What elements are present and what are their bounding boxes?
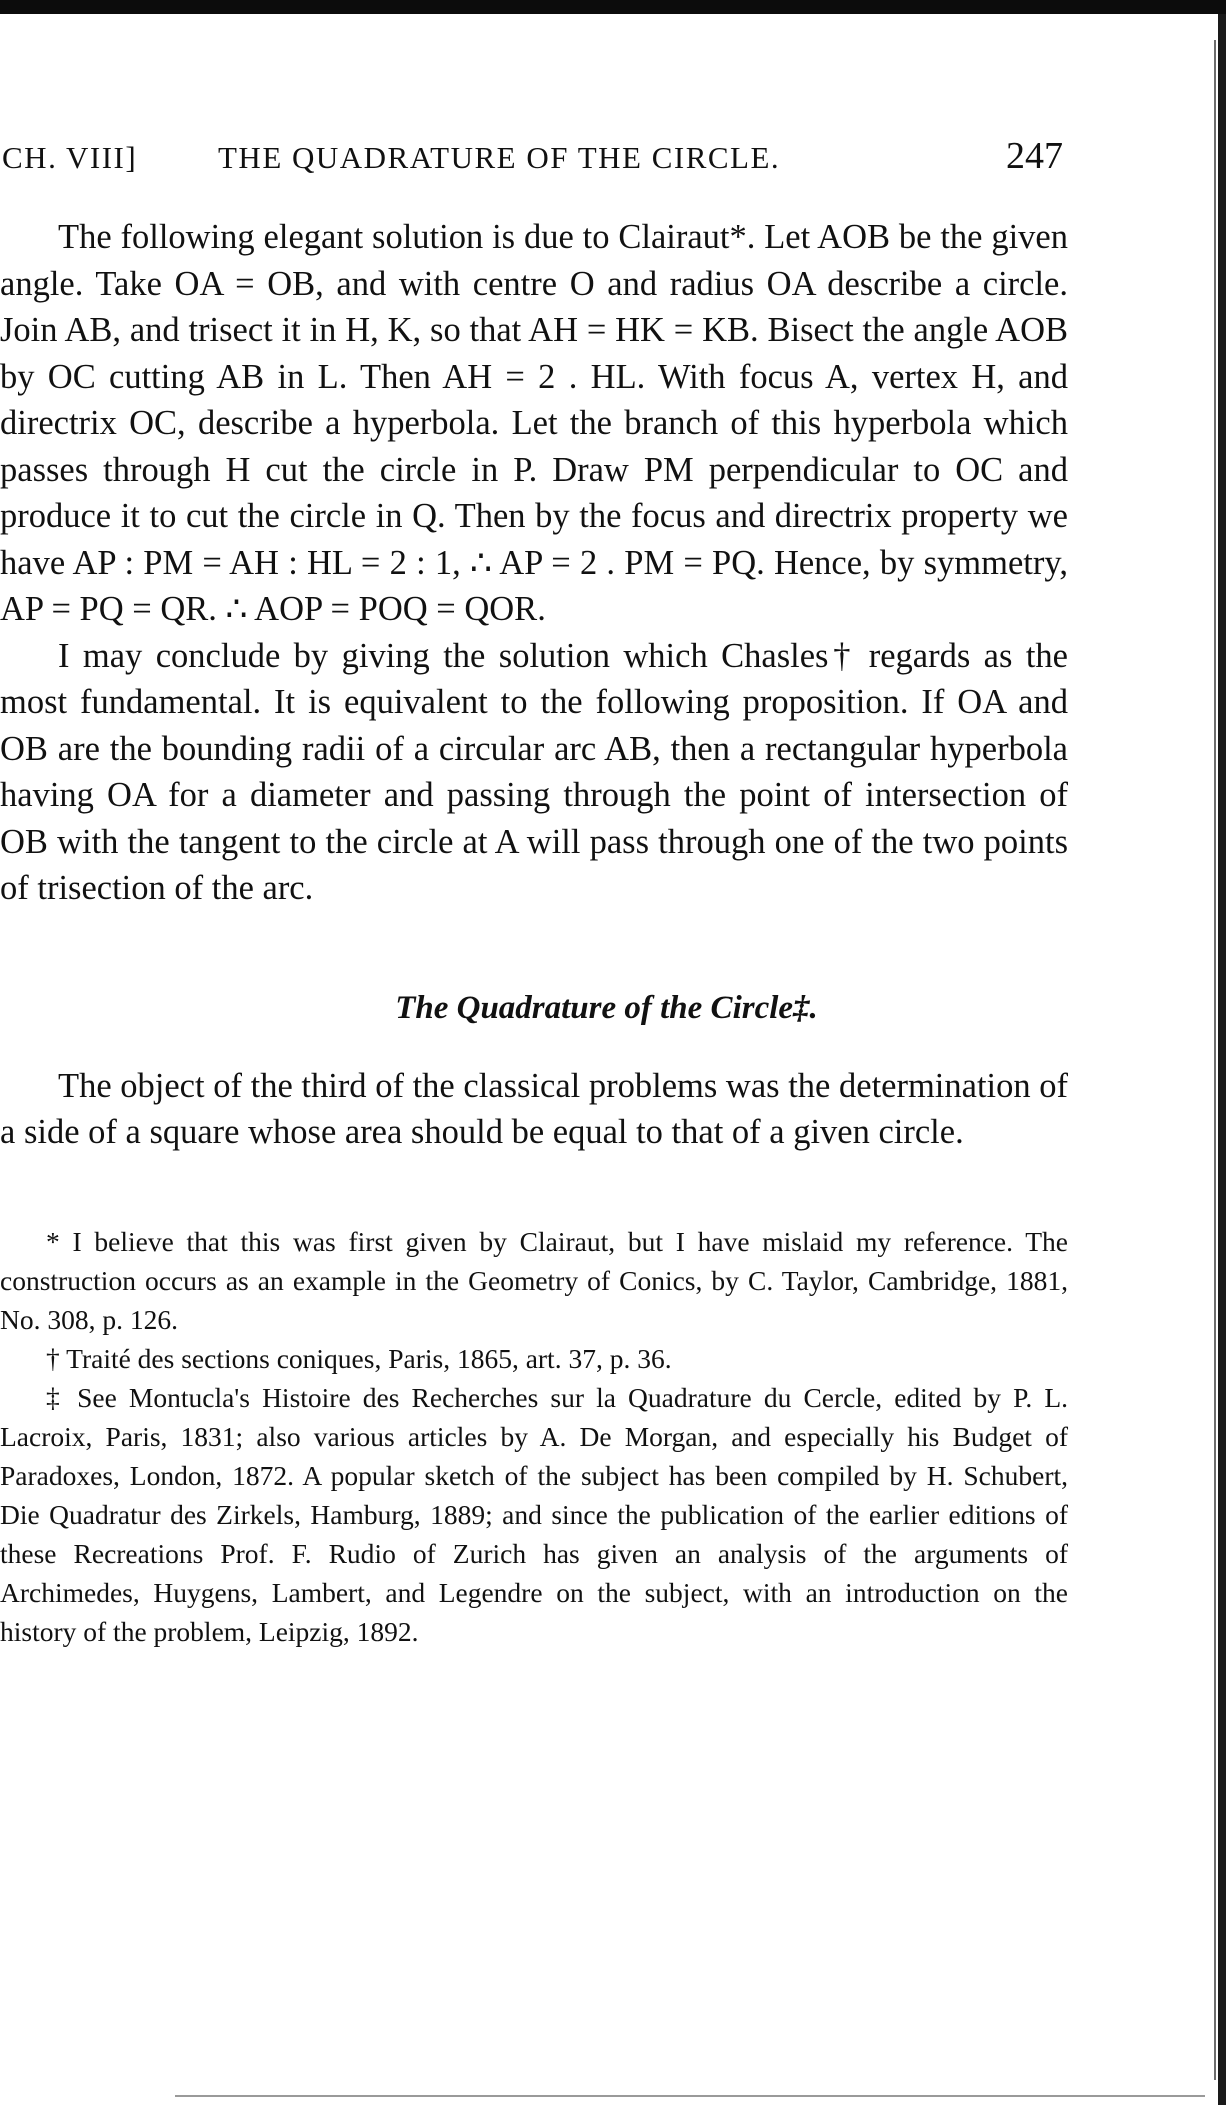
scan-right-shadow [1214, 40, 1216, 2080]
scan-bottom-edge [175, 2095, 1205, 2097]
scan-right-edge [1218, 14, 1226, 2105]
footnotes [0, 1222, 1068, 1651]
page-number: 247 [1006, 135, 1063, 177]
paragraph-quadrature-intro: The object of the third of the classical problems was the determination of a side of a square whose area should be equal to that of a given circle. [0, 1066, 1068, 1151]
running-title: THE QUADRATURE OF THE CIRCLE. [218, 140, 781, 175]
footnote-chasles: † Traité des sections coniques, Paris, 1865, art. 37, p. 36. [46, 1342, 672, 1374]
book-page [0, 135, 1068, 1651]
running-header [0, 135, 1068, 190]
paragraph-chasles-solution: I may conclude by giving the solution which Chasles† regards as the most fundamental. It is equivalent to the following proposition. If OA and OB are the bounding radii of a circular arc AB, then a rectangular hyperbola having OA for a diameter and passing through the point of intersection of OB with the tangent to the circle at A will pass through one of the two points of trisection of the arc. [0, 636, 1068, 907]
chapter-label: CH. VIII] [2, 140, 138, 175]
footnote-clairaut: * I believe that this was first given by Clairaut, but I have mislaid my reference. The construction occurs as an example in the Geometry of Conics, by C. Taylor, Cambridge, 1881, No. 308, p. 126. [0, 1225, 1068, 1335]
paragraph-clairaut-solution: The following elegant solution is due to Clairaut*. Let AOB be the given angle. Take OA = OB, and with centre O and radius OA describe a circle. Join AB, and trisect it in H, K, so that AH = HK = KB. Bisect the angle AOB by OC cutting AB in L. Then AH = 2 . HL. With focus A, vertex H, and directrix OC, describe a hyperbola. Let the branch of this hyperbola which passes through H cut the circle in P. Draw PM perpendicular to OC and produce it to cut the circle in Q. Then by the focus and directrix property we have AP : PM = AH : HL = 2 : 1, ∴ AP = 2 . PM = PQ. Hence, by symmetry, AP = PQ = QR. ∴ AOP = POQ = QOR. [0, 218, 1068, 628]
scan-top-edge [0, 0, 1226, 14]
section-heading: The Quadrature of the Circle‡. [395, 989, 818, 1026]
footnote-montucla: ‡ See Montucla's Histoire des Recherches sur la Quadrature du Cercle, edited by P. L. Lacroix, Paris, 1831; also various articles by A. De Morgan, and especially his Budget of Paradoxes, London, 1872. A popular sketch of the subject has been compiled by H. Schubert, Die Quadratur des Zirkels, Hamburg, 1889; and since the publication of the earlier editions of these Recreations Prof. F. Rudio of Zurich has given an analysis of the arguments of Archimedes, Huygens, Lambert, and Legendre on the subject, with an introduction on the history of the problem, Leipzig, 1892. [0, 1381, 1068, 1647]
